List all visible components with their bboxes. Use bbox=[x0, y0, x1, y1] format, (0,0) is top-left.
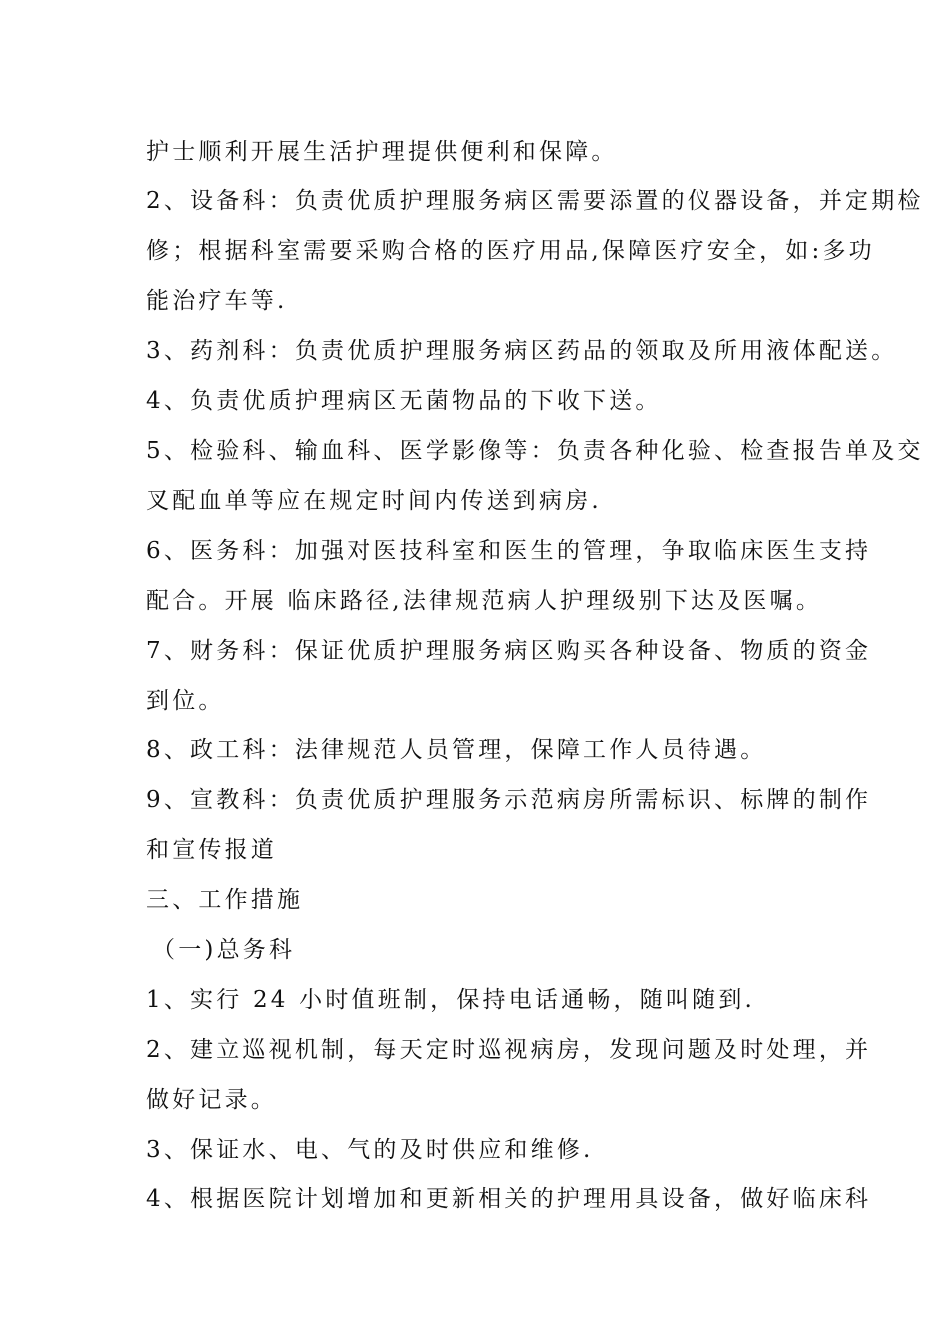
text-line-1: 护士顺利开展生活护理提供便利和保障。 bbox=[146, 139, 618, 165]
text-line-10: 配合。开展 临床路径,法律规范病人护理级别下达及医嘱。 bbox=[146, 588, 823, 614]
text-line-3: 修；根据科室需要采购合格的医疗用品,保障医疗安全，如:多功 bbox=[146, 238, 875, 264]
text-line-21: 3、保证水、电、气的及时供应和维修. bbox=[146, 1137, 594, 1163]
text-line-6: 4、负责优质护理病区无菌物品的下收下送。 bbox=[146, 388, 662, 414]
text-line-19: 2、建立巡视机制，每天定时巡视病房，发现问题及时处理，并 bbox=[146, 1037, 872, 1063]
text-line-18: 1、实行 24 小时值班制，保持电话通畅，随叫随到. bbox=[146, 987, 756, 1013]
text-line-14: 9、宣教科：负责优质护理服务示范病房所需标识、标牌的制作 bbox=[146, 787, 872, 813]
text-line-7: 5、检验科、输血科、医学影像等：负责各种化验、检查报告单及交 bbox=[146, 438, 924, 464]
text-line-9: 6、医务科：加强对医技科室和医生的管理，争取临床医生支持 bbox=[146, 538, 872, 564]
text-line-4: 能治疗车等. bbox=[146, 288, 288, 314]
text-line-22: 4、根据医院计划增加和更新相关的护理用具设备，做好临床科 bbox=[146, 1186, 872, 1212]
text-line-12: 到位。 bbox=[146, 688, 225, 714]
text-line-5: 3、药剂科：负责优质护理服务病区药品的领取及所用液体配送。 bbox=[146, 338, 898, 364]
text-line-11: 7、财务科：保证优质护理服务病区购买各种设备、物质的资金 bbox=[146, 638, 872, 664]
section-heading: 三、工作措施 bbox=[146, 887, 304, 913]
text-line-13: 8、政工科：法律规范人员管理，保障工作人员待遇。 bbox=[146, 737, 767, 763]
text-line-2: 2、设备科：负责优质护理服务病区需要添置的仪器设备，并定期检 bbox=[146, 188, 924, 214]
text-line-15: 和宣传报道 bbox=[146, 837, 277, 863]
subsection-heading: （一)总务科 bbox=[152, 937, 296, 963]
text-line-8: 叉配血单等应在规定时间内传送到病房. bbox=[146, 488, 602, 514]
text-line-20: 做好记录。 bbox=[146, 1087, 277, 1113]
